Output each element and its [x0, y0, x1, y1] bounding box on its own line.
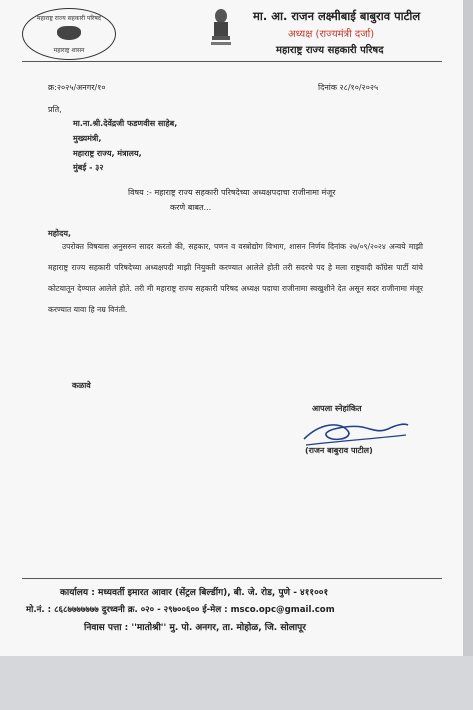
letterhead-role: अध्यक्ष (राज्यमंत्री दर्जा) [288, 29, 375, 40]
closing: कळावे [72, 381, 91, 390]
letter-body: उपरोक्त विषयास अनुसरुन सादर करतो की, सहकार, पणन व वस्त्रोद्योग विभाग, शासन निर्णय दिनांक २७/०९/२०२४ अन्वये माझी महाराष्ट्र राज्य सहकारी परिषदेच्या अध्यक्षपदी माझी नियुक्ती करण्यात आलेले होती तरी सदरचे पद हे मला राष्ट्रवादी कॉग्रेस पार्टी यांचे कोटयातून देण्यात आलेले होते. तरी मी महाराष्ट्र राज्य सहकारी परिषद अध्यक्ष पदाचा राजीनामा स्वखुशीने देत असून सदर राजीनामा मंजूर करण्यात यावा हि नम्र विनंती. [48, 242, 423, 314]
salutation: महोदय, [48, 229, 72, 238]
letter-date: दिनांक २८/१०/२०२५ [318, 83, 379, 92]
letterhead-org: महाराष्ट्र राज्य सहकारी परिषद [276, 45, 384, 56]
subject-line: विषय :- महाराष्ट्र राज्य सहकारी परिषदेच्या अध्यक्षपदाचा राजीनामा मंजूर [128, 188, 336, 197]
ashoka-emblem-icon [209, 8, 233, 48]
handshake-icon [57, 26, 81, 40]
recipient-line: मुंबई - ३२ [73, 163, 104, 172]
footer-contact: मो.नं. : ८६८७७७७७७७ दुरध्वनी क्र. ०२० - २९७००६०० ई-मेल : msco.opc@gmail.com [26, 605, 335, 615]
logo-top-text: महाराष्ट्र राज्य सहकारी परिषद [37, 15, 101, 22]
cooperative-seal-logo [22, 8, 116, 60]
recipient-line: मा.ना.श्री.देवेंद्रजी फडणवीस साहेब, [73, 119, 178, 128]
header-divider [22, 61, 442, 62]
signature [300, 415, 410, 449]
reference-number: क्र:२०२५/अनगर/१० [48, 83, 106, 92]
recipient-line: मुख्यमंत्री, [73, 134, 102, 143]
page-edge-shadow [463, 0, 473, 710]
letterhead-name: मा. आ. राजन लक्ष्मीबाई बाबुराव पाटील [253, 9, 421, 23]
background-area [0, 656, 473, 710]
footer-office-address: कार्यालय : मध्यवर्ती इमारत आवार (सेंट्रल बिल्डींग), बी. जे. रोड, पुणे - ४११००१ [60, 588, 329, 598]
footer-divider [22, 578, 442, 579]
footer-residence: निवास पत्ता : ''मातोश्री'' मु. पो. अनगर, ता. मोहोळ, जि. सोलापूर [84, 623, 306, 633]
subject-line: करणे बाबत... [170, 203, 212, 212]
to-label: प्रति, [48, 105, 62, 114]
signoff: आपला स्नेहांकित [312, 404, 362, 413]
logo-bottom-text: महाराष्ट्र शासन [53, 47, 85, 54]
recipient-line: महाराष्ट्र राज्य, मंत्रालय, [73, 149, 142, 158]
signer-name: (राजन बाबुराव पाटील) [305, 446, 373, 455]
